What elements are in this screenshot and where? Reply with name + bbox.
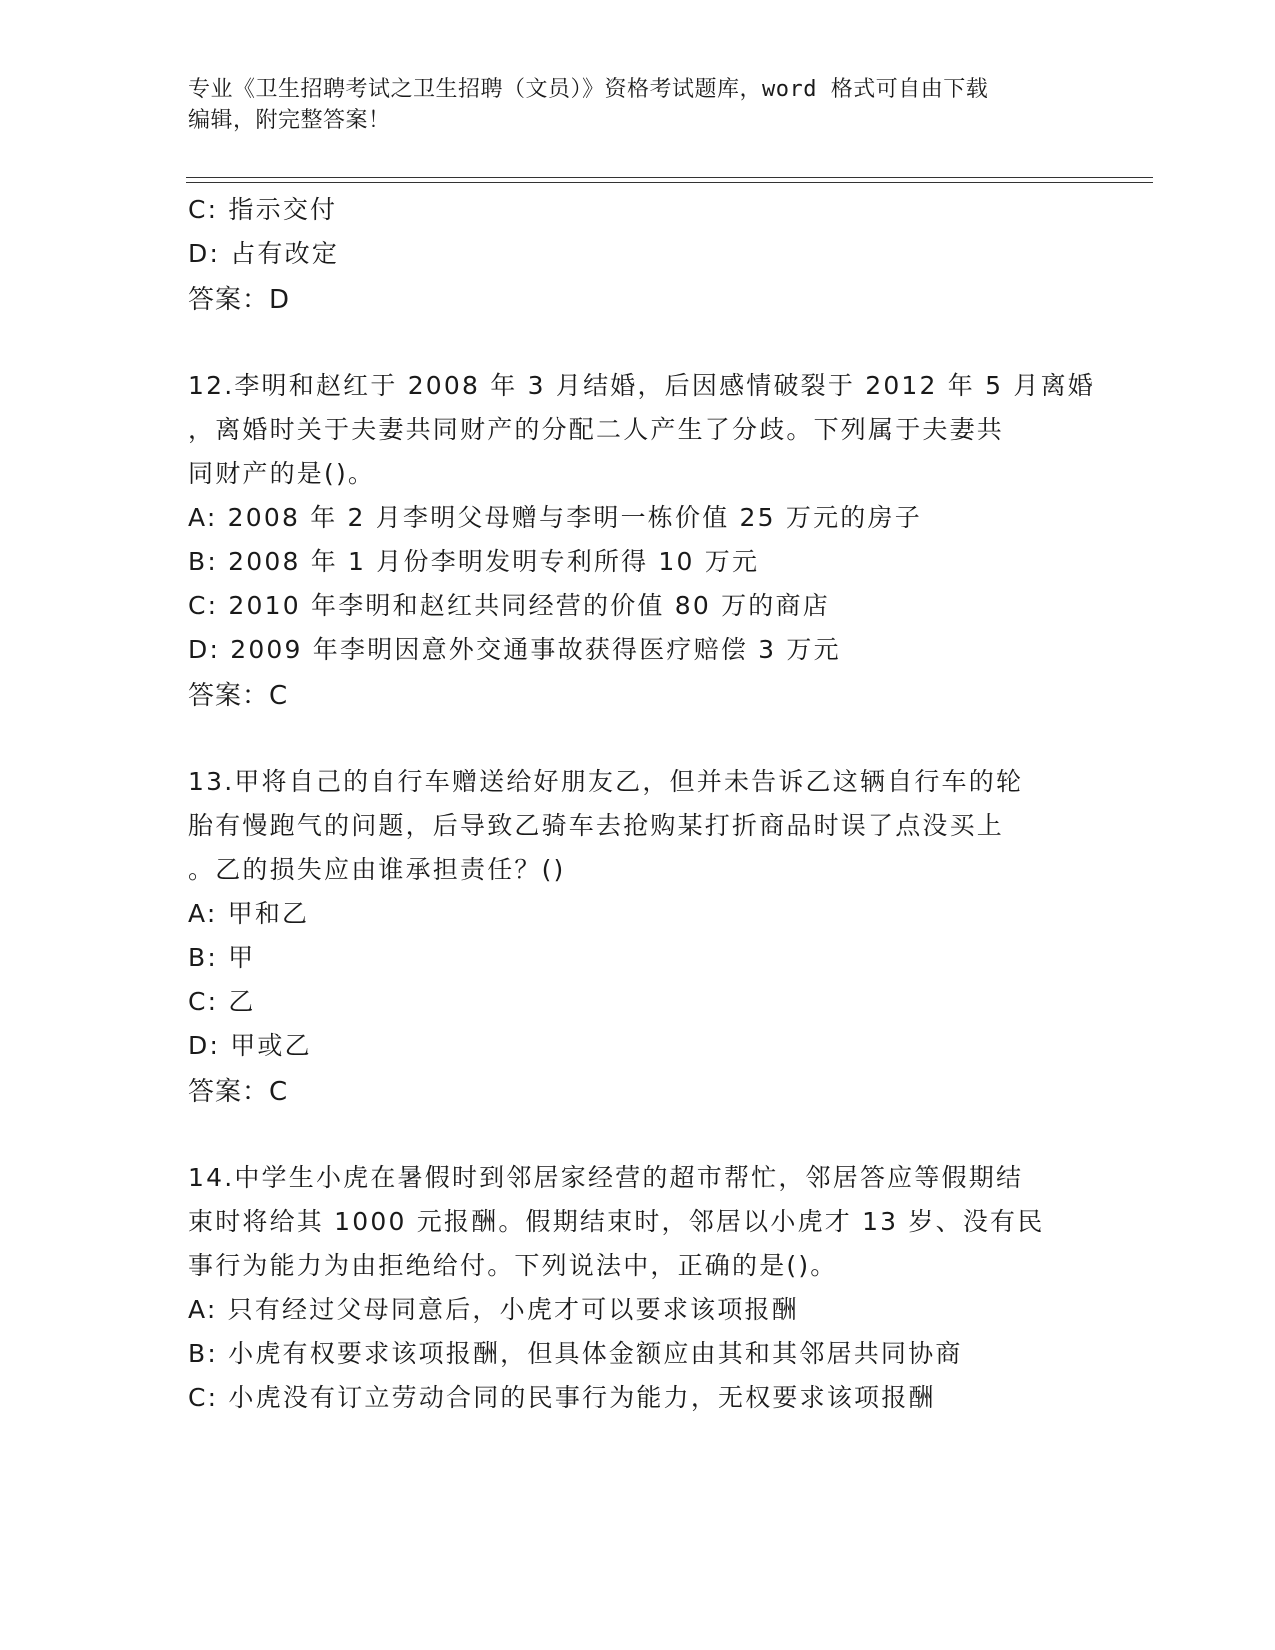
q14-option-b: B: 小虎有权要求该项报酬，但具体金额应由其和其邻居共同协商 bbox=[188, 1339, 963, 1368]
q14-stem-line-1: 14.中学生小虎在暑假时到邻居家经营的超市帮忙，邻居答应等假期结 bbox=[188, 1163, 1024, 1192]
q14-option-a: A: 只有经过父母同意后，小虎才可以要求该项报酬 bbox=[188, 1295, 799, 1324]
q11-option-d: D: 占有改定 bbox=[188, 239, 340, 268]
header-line-2: 编辑，附完整答案！ bbox=[188, 108, 391, 133]
q14-stem-line-2: 束时将给其 1000 元报酬。假期结束时，邻居以小虎才 13 岁、没有民 bbox=[188, 1207, 1045, 1236]
q12-option-c: C: 2010 年李明和赵红共同经营的价值 80 万的商店 bbox=[188, 591, 830, 620]
document-header bbox=[188, 74, 1088, 136]
q12-option-b: B: 2008 年 1 月份李明发明专利所得 10 万元 bbox=[188, 547, 760, 576]
header-divider-top bbox=[186, 177, 1153, 178]
q13-option-b: B: 甲 bbox=[188, 943, 256, 972]
q14-option-c: C: 小虎没有订立劳动合同的民事行为能力，无权要求该项报酬 bbox=[188, 1383, 936, 1412]
q12-option-a: A: 2008 年 2 月李明父母赠与李明一栋价值 25 万元的房子 bbox=[188, 503, 922, 532]
q13-stem-line-1: 13.甲将自己的自行车赠送给好朋友乙，但并未告诉乙这辆自行车的轮 bbox=[188, 767, 1024, 796]
q13-answer: 答案：C bbox=[188, 1077, 289, 1107]
q11-option-c: C: 指示交付 bbox=[188, 195, 338, 224]
header-divider-bottom bbox=[186, 182, 1153, 183]
q11-answer: 答案：D bbox=[188, 285, 291, 315]
q12-option-d: D: 2009 年李明因意外交通事故获得医疗赔偿 3 万元 bbox=[188, 635, 841, 664]
q13-option-d: D: 甲或乙 bbox=[188, 1031, 312, 1060]
q13-option-a: A: 甲和乙 bbox=[188, 899, 310, 928]
q13-option-c: C: 乙 bbox=[188, 987, 256, 1016]
q12-answer: 答案：C bbox=[188, 681, 289, 711]
q12-stem-line-2: ，离婚时关于夫妻共同财产的分配二人产生了分歧。下列属于夫妻共 bbox=[188, 415, 1005, 444]
header-line-1: 专业《卫生招聘考试之卫生招聘（文员）》资格考试题库，word 格式可自由下载 bbox=[188, 77, 989, 102]
q12-stem-line-1: 12.李明和赵红于 2008 年 3 月结婚，后因感情破裂于 2012 年 5 月离婚 bbox=[188, 371, 1095, 400]
q13-stem-line-3: 。乙的损失应由谁承担责任？() bbox=[188, 855, 566, 884]
q13-stem-line-2: 胎有慢跑气的问题，后导致乙骑车去抢购某打折商品时误了点没买上 bbox=[188, 811, 1005, 840]
q14-stem-line-3: 事行为能力为由拒绝给付。下列说法中，正确的是()。 bbox=[188, 1251, 838, 1280]
q12-stem-line-3: 同财产的是()。 bbox=[188, 459, 376, 488]
